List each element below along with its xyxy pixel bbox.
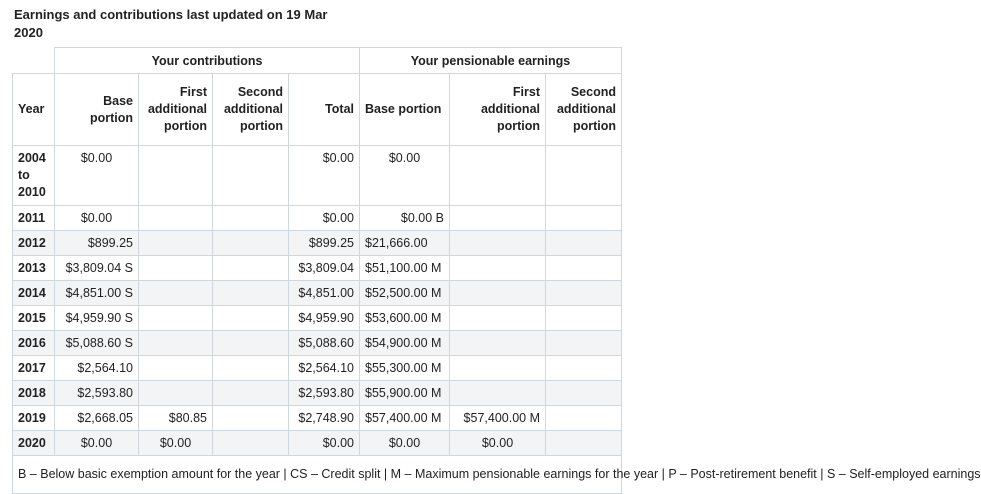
table-row — [13, 406, 622, 431]
cell-contrib-first — [139, 281, 213, 306]
cell-pens-base: $53,600.00 M — [360, 306, 450, 331]
cell-pens-second — [546, 231, 622, 256]
cell-pens-first — [450, 146, 546, 206]
cell-contrib-first: $0.00 — [139, 431, 213, 456]
col-header-pens-base: Base portion — [360, 74, 450, 146]
cell-pens-second — [546, 381, 622, 406]
cell-pens-second — [546, 331, 622, 356]
table-row — [13, 206, 622, 231]
cell-contrib-base: $0.00 — [55, 206, 139, 231]
cell-total: $2,593.80 — [289, 381, 360, 406]
cell-pens-base: $51,100.00 M — [360, 256, 450, 281]
cell-contrib-first — [139, 381, 213, 406]
table-row — [13, 356, 622, 381]
cell-pens-first — [450, 381, 546, 406]
cell-contrib-second — [213, 381, 289, 406]
cell-total: $0.00 — [289, 431, 360, 456]
cell-contrib-first — [139, 256, 213, 281]
cell-contrib-first — [139, 306, 213, 331]
cell-contrib-base: $899.25 — [55, 231, 139, 256]
cell-total: $899.25 — [289, 231, 360, 256]
row-year: 2011 — [13, 206, 55, 231]
row-year: 2020 — [13, 431, 55, 456]
year-group-spacer — [13, 48, 55, 74]
table-row — [13, 281, 622, 306]
table-row — [13, 146, 622, 206]
cell-pens-second — [546, 281, 622, 306]
row-year: 2004 to 2010 — [13, 146, 55, 206]
cell-pens-second — [546, 206, 622, 231]
cell-total: $4,851.00 — [289, 281, 360, 306]
cell-contrib-first — [139, 206, 213, 231]
cell-pens-second — [546, 406, 622, 431]
cell-total: $2,748.90 — [289, 406, 360, 431]
cell-total: $5,088.60 — [289, 331, 360, 356]
cell-pens-second — [546, 306, 622, 331]
cell-pens-first — [450, 256, 546, 281]
cell-pens-first — [450, 206, 546, 231]
cell-total: $2,564.10 — [289, 356, 360, 381]
legend-row — [13, 456, 622, 494]
cell-pens-base: $57,400.00 M — [360, 406, 450, 431]
cell-pens-base: $21,666.00 — [360, 231, 450, 256]
cell-contrib-second — [213, 431, 289, 456]
cell-pens-first: $0.00 — [450, 431, 546, 456]
cell-pens-base: $55,300.00 M — [360, 356, 450, 381]
row-year: 2014 — [13, 281, 55, 306]
page-title: Earnings and contributions last updated on 19 Mar 2020 — [14, 7, 328, 40]
cell-contrib-base: $4,959.90 S — [55, 306, 139, 331]
cell-pens-first — [450, 331, 546, 356]
cell-contrib-first — [139, 146, 213, 206]
cell-contrib-second — [213, 356, 289, 381]
col-header-pens-first: First additional portion — [450, 74, 546, 146]
group-header-contributions: Your contributions — [55, 48, 360, 74]
row-year: 2019 — [13, 406, 55, 431]
cell-pens-second — [546, 431, 622, 456]
row-year: 2013 — [13, 256, 55, 281]
cell-total: $3,809.04 — [289, 256, 360, 281]
cell-pens-base: $0.00 B — [360, 206, 450, 231]
cell-contrib-first: $80.85 — [139, 406, 213, 431]
cell-contrib-base: $3,809.04 S — [55, 256, 139, 281]
table-row — [13, 256, 622, 281]
cell-pens-second — [546, 256, 622, 281]
cell-contrib-second — [213, 281, 289, 306]
cell-pens-base: $0.00 — [360, 431, 450, 456]
cell-contrib-base: $2,593.80 — [55, 381, 139, 406]
cell-pens-second — [546, 146, 622, 206]
cell-contrib-base: $0.00 — [55, 146, 139, 206]
row-year: 2018 — [13, 381, 55, 406]
cell-pens-base: $55,900.00 M — [360, 381, 450, 406]
table-row — [13, 431, 622, 456]
col-header-contrib-second: Second additional portion — [213, 74, 289, 146]
cell-contrib-base: $2,564.10 — [55, 356, 139, 381]
table-row — [13, 381, 622, 406]
cell-pens-first — [450, 231, 546, 256]
cell-total: $0.00 — [289, 206, 360, 231]
cell-pens-base: $0.00 — [360, 146, 450, 206]
cell-contrib-second — [213, 406, 289, 431]
cell-contrib-second — [213, 146, 289, 206]
cell-contrib-second — [213, 206, 289, 231]
cell-contrib-second — [213, 256, 289, 281]
table-row — [13, 306, 622, 331]
cell-pens-first — [450, 356, 546, 381]
row-year: 2012 — [13, 231, 55, 256]
cell-contrib-base: $4,851.00 S — [55, 281, 139, 306]
cell-contrib-second — [213, 231, 289, 256]
cell-pens-second — [546, 356, 622, 381]
cell-pens-first: $57,400.00 M — [450, 406, 546, 431]
table-row — [13, 331, 622, 356]
col-header-contrib-first: First additional portion — [139, 74, 213, 146]
cell-contrib-second — [213, 331, 289, 356]
cell-contrib-first — [139, 356, 213, 381]
row-year: 2015 — [13, 306, 55, 331]
cell-pens-first — [450, 306, 546, 331]
cell-contrib-second — [213, 306, 289, 331]
cell-pens-first — [450, 281, 546, 306]
cell-contrib-first — [139, 331, 213, 356]
col-header-year: Year — [13, 74, 55, 146]
table-row — [13, 231, 622, 256]
legend-note: B – Below basic exemption amount for the year | CS – Credit split | M – Maximum pensionable earnings for the year | P – Post-retirement benefit | S – Self-employed earnings — [13, 456, 622, 494]
cell-contrib-base: $5,088.60 S — [55, 331, 139, 356]
cell-total: $4,959.90 — [289, 306, 360, 331]
cell-contrib-base: $0.00 — [55, 431, 139, 456]
cell-pens-base: $52,500.00 M — [360, 281, 450, 306]
row-year: 2017 — [13, 356, 55, 381]
row-year: 2016 — [13, 331, 55, 356]
earnings-table — [12, 47, 981, 494]
col-header-pens-second: Second additional portion — [546, 74, 622, 146]
cell-contrib-first — [139, 231, 213, 256]
col-header-total: Total — [289, 74, 360, 146]
cell-pens-base: $54,900.00 M — [360, 331, 450, 356]
col-header-contrib-base: Base portion — [55, 74, 139, 146]
cell-total: $0.00 — [289, 146, 360, 206]
group-header-pensionable: Your pensionable earnings — [360, 48, 622, 74]
cell-contrib-base: $2,668.05 — [55, 406, 139, 431]
